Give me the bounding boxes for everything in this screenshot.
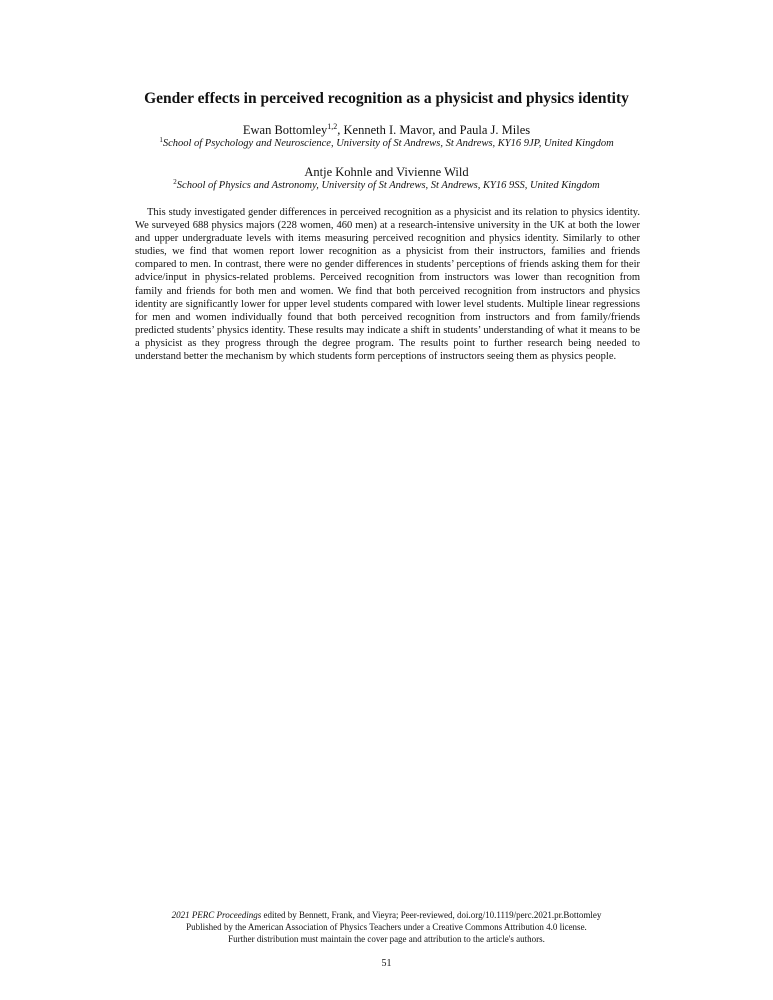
footer	[0, 909, 773, 945]
affiliation-2	[0, 179, 773, 193]
author-affiliation-sup: 1,2	[327, 122, 338, 131]
author-line-1	[0, 122, 773, 138]
footer-line-1	[0, 909, 773, 921]
footer-citation: edited by Bennett, Frank, and Vieyra; Peer-reviewed, doi.org/10.1119/perc.2021.pr.Bottomley	[261, 910, 602, 920]
author-name: Ewan Bottomley	[242, 123, 328, 137]
affiliation-text: School of Psychology and Neuroscience, University of St Andrews, St Andrews, KY16 9JP, United Kingdom	[162, 138, 614, 149]
page-number: 51	[381, 958, 392, 969]
author-names: Antje Kohnle and Vivienne Wild	[304, 165, 469, 179]
author-names: , Kenneth I. Mavor, and Paula J. Miles	[337, 123, 531, 137]
footer-line-2: Published by the American Association of Physics Teachers under a Creative Commons Attribution 4.0 license.	[186, 922, 587, 932]
affiliation-text: School of Physics and Astronomy, University of St Andrews, St Andrews, KY16 9SS, United Kingdom	[176, 180, 600, 191]
affiliation-1	[0, 137, 773, 151]
footer-line-3: Further distribution must maintain the cover page and attribution to the article's authors.	[228, 934, 545, 944]
affiliation-sup: 1	[159, 136, 163, 144]
proceedings-name: 2021 PERC Proceedings	[171, 910, 262, 920]
paper-title: Gender effects in perceived recognition as a physicist and physics identity	[144, 90, 629, 107]
author-line-2	[0, 164, 773, 180]
affiliation-sup: 2	[173, 178, 177, 186]
abstract-paragraph: This study investigated gender differences in perceived recognition as a physicist and its relation to physics identity. We surveyed 688 physics majors (228 women, 460 men) at a research-intensive university in the UK at both the lower and upper undergraduate levels with items measuring perceived recognition and physics identity. Similarly to other studies, we find that women report lower recognition as a physicist from their instructors, families and friends compared to men. In contrast, there were no gender differences in students’ perceptions of friends asking them for their advice/input in physics-related problems. Perceived recognition from instructors was lower than recognition from family and friends for both men and women. We find that both perceived recognition from instructors and physics identity are significantly lower for upper level students compared with lower level students. Multiple linear regressions for men and women individually found that both perceived recognition from instructors and from family/friends predicted students’ physics identity. These results may indicate a shift in students’ understanding of what it means to be a physicist as they progress through the degree program. The results point to further research being needed to understand better the mechanism by which students form perceptions of instructors seeing them as physics people.	[135, 207, 640, 363]
